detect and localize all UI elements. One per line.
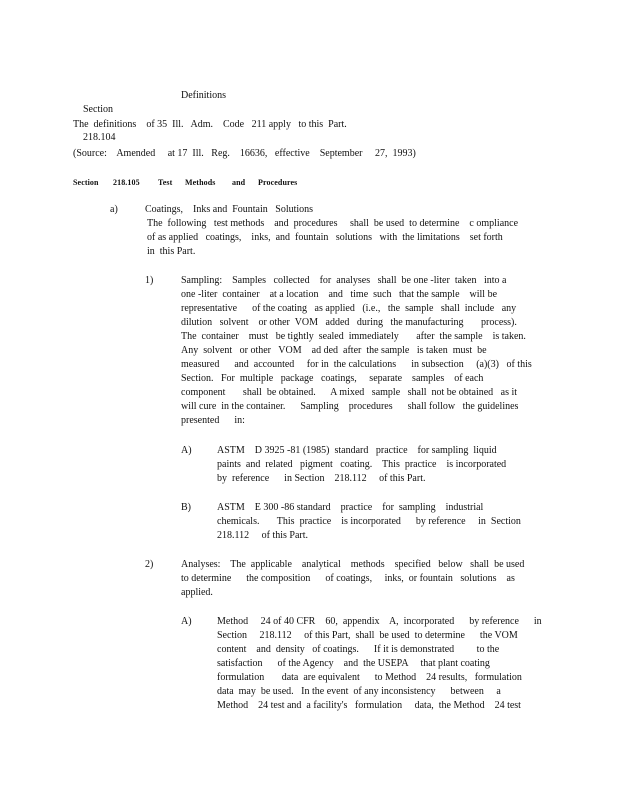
item-2A-marker: A): [181, 616, 192, 627]
item-a-line: of as applied coatings, inks, and fountain solutions with the limitations set forth: [147, 232, 503, 243]
section-218-105-label: Section: [73, 178, 99, 187]
item-1-line: Section. For multiple package coatings, separate samples of each: [181, 373, 484, 384]
item-1-line: dilution solvent or other VOM added during the manufacturing process).: [181, 317, 517, 328]
item-1-line: Sampling: Samples collected for analyses shall be one -liter taken into a: [181, 275, 507, 286]
item-2-line: applied.: [181, 587, 213, 598]
item-1B-marker: B): [181, 502, 191, 513]
item-1-line: Any solvent or other VOM ad ded after the sample is taken must be: [181, 345, 487, 356]
item-1-line: representative of the coating as applied (i.e., the sample shall include any: [181, 303, 517, 314]
section-218-105-word-and: and: [232, 178, 246, 187]
section-218-105-word-test: Test: [158, 178, 173, 187]
item-1B-line: chemicals. This practice is incorporated by reference in Section: [217, 516, 521, 527]
item-2A-line: Method 24 of 40 CFR 60, appendix A, incorporated by reference in: [217, 616, 542, 627]
item-2A-body: [217, 615, 542, 713]
item-a-marker: a): [110, 204, 118, 215]
item-a-heading: Coatings, Inks and Fountain Solutions: [145, 204, 314, 215]
item-2-body: [181, 558, 524, 600]
item-a-line: The following test methods and procedures shall be used to determine c ompliance: [147, 218, 519, 229]
item-1-line: will cure in the container. Sampling procedures shall follow the guidelines: [181, 401, 519, 412]
item-1-body: [181, 274, 532, 428]
item-a-body: [147, 217, 518, 259]
item-1B-line: 218.112 of this Part.: [217, 530, 309, 541]
item-1-line: presented in:: [181, 415, 245, 426]
item-1-line: measured and accounted for in the calculations in subsection (a)(3) of this: [181, 359, 532, 370]
item-2A-line: content and density of coatings. If it is demonstrated to the: [217, 644, 500, 655]
item-1B-body: [217, 501, 521, 543]
section-number: 218.104: [83, 132, 116, 143]
item-1B-line: ASTM E 300 -86 standard practice for sampling industrial: [217, 502, 484, 513]
item-1-line: component shall be obtained. A mixed sample shall not be obtained as it: [181, 387, 518, 398]
item-1A-line: paints and related pigment coating. This practice is incorporated: [217, 459, 507, 470]
item-2A-line: Section 218.112 of this Part, shall be used to determine the VOM: [217, 630, 518, 641]
item-2A-line: formulation data are equivalent to Method 24 results, formulation: [217, 672, 522, 683]
item-1A-line: ASTM D 3925 -81 (1985) standard practice for sampling liquid: [217, 445, 497, 456]
item-1-line: one -liter container at a location and time such that the sample will be: [181, 289, 498, 300]
item-2-line: to determine the composition of coatings, inks, or fountain solutions as: [181, 573, 515, 584]
item-2-line: Analyses: The applicable analytical methods specified below shall be used: [181, 559, 525, 570]
item-1A-marker: A): [181, 445, 192, 456]
item-1A-line: by reference in Section 218.112 of this Part.: [217, 473, 426, 484]
item-2A-line: satisfaction of the Agency and the USEPA that plant coating: [217, 658, 490, 669]
item-2A-line: data may be used. In the event of any inconsistency between a: [217, 686, 501, 697]
item-1-line: The container must be tightly sealed immediately after the sample is taken.: [181, 331, 526, 342]
section-218-105-number: 218.105: [113, 178, 140, 187]
item-2A-line: Method 24 test and a facility's formulation data, the Method 24 test: [217, 700, 521, 711]
item-1-marker: 1): [145, 275, 154, 286]
source-note: (Source: Amended at 17 Ill. Reg. 16636, effective September 27, 1993): [73, 148, 416, 159]
section-218-105-word-methods: Methods: [185, 178, 216, 187]
definitions-paragraph: The definitions of 35 Ill. Adm. Code 211 apply to this Part.: [73, 119, 347, 130]
item-1A-body: [217, 444, 506, 486]
section-218-105-word-procedures: Procedures: [258, 178, 298, 187]
section-218-104-title: Definitions: [181, 90, 226, 101]
section-label: Section: [83, 104, 113, 115]
item-2-marker: 2): [145, 559, 154, 570]
item-a-line: in this Part.: [147, 246, 196, 257]
